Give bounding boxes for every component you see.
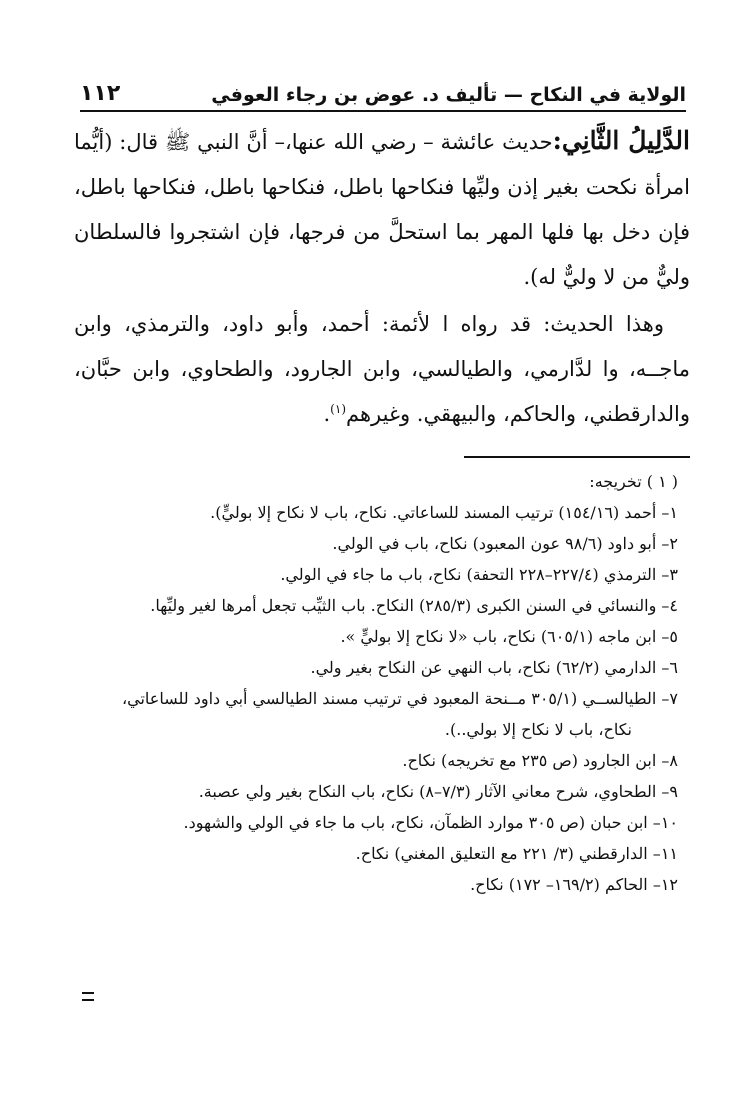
footnote-item: ١– أحمد (١٥٤/١٦) ترتيب المسند للساعاتي. نكاح، باب لا نكاح إلا بوليٍّ). (210, 503, 678, 522)
footnote-item: ٣– الترمذي (٢٢٧/٤–٢٢٨ التحفة) نكاح، باب ما جاء في الولي. (280, 565, 678, 584)
footnotes (70, 466, 690, 900)
footnote-item: ٨– ابن الجارود (ص ٢٣٥ مع تخريجه) نكاح. (402, 751, 678, 770)
proof-heading: الدَّلِيلُ الثَّانِي: (552, 126, 690, 155)
page-number: ١١٢ (80, 81, 121, 106)
footnote-item-continuation: نكاح، باب لا نكاح إلا بولي..). (444, 720, 632, 739)
footnote-list (70, 497, 690, 900)
footnote-item: ٩– الطحاوي، شرح معاني الآثار (٧/٣–٨) نكاح، باب النكاح بغير ولي عصبة. (198, 782, 678, 801)
page-header (80, 68, 686, 112)
footnote-item: ١٠– ابن حبان (ص ٣٠٥ موارد الظمآن، نكاح، باب ما جاء في الولي والشهود. (183, 813, 678, 832)
hadith-text: حديث عائشة – رضي الله عنها،– أنَّ النبي ﷺ قال: (أيُّما امرأة نكحت بغير إذن وليِّها فنكاحها باطل، فنكاحها باطل، فنكاحها باطل، فإن دخل بها فلها المهر بما استحلَّ من فرجها، فإن اشتجروا فالسلطان وليٌّ من لا وليٌّ له). (74, 130, 690, 289)
footnote-item: ٦– الدارمي (٦٢/٢) نكاح، باب النهي عن النكاح بغير ولي. (310, 658, 678, 677)
footnote-item: ٤– والنسائي في السنن الكبرى (٢٨٥/٣) النكاح. باب الثيِّب تجعل أمرها لغير وليِّها. (150, 596, 678, 615)
footnote-item (70, 683, 690, 745)
footnote-title: ( ١ ) تخريجه: (589, 472, 678, 491)
footnote-item: ٢– أبو داود (٩٨/٦ عون المعبود) نكاح، باب في الولي. (332, 534, 678, 553)
narrators-end: . (323, 402, 331, 426)
paragraph-narrators (74, 302, 690, 437)
footnote-item-text: ٧– الطيالســي (٣٠٥/١ مــنحة المعبود في ترتيب مسند الطيالسي أبي داود للساعاتي، (121, 689, 678, 708)
footnote-item: ٥– ابن ماجه (٦٠٥/١) نكاح، باب «لا نكاح إلا بوليٍّ ». (340, 627, 678, 646)
narrators-text: وهذا الحديث: قد رواه ا لأئمة: أحمد، وأبو داود، والترمذي، وابن ماجــه، وا لدَّارمي، والطيالسي، وابن الجارود، والطحاوي، وابن حبَّان، والدارقطني، والحاكم، والبيهقي. وغيرهم (74, 312, 690, 426)
main-text (74, 118, 690, 437)
page-end-mark (82, 992, 94, 1001)
footnote-item: ١١– الدارقطني (٣/ ٢٢١ مع التعليق المغني) نكاح. (355, 844, 678, 863)
running-title: الولاية في النكاح — تأليف د. عوض بن رجاء العوفي (211, 84, 686, 106)
footnote-separator (464, 456, 690, 458)
footnote-reference[interactable]: (١) (330, 402, 346, 416)
footnote-item: ١٢– الحاكم (١٦٩/٢– ١٧٢) نكاح. (470, 875, 678, 894)
paragraph-hadith (74, 118, 690, 300)
